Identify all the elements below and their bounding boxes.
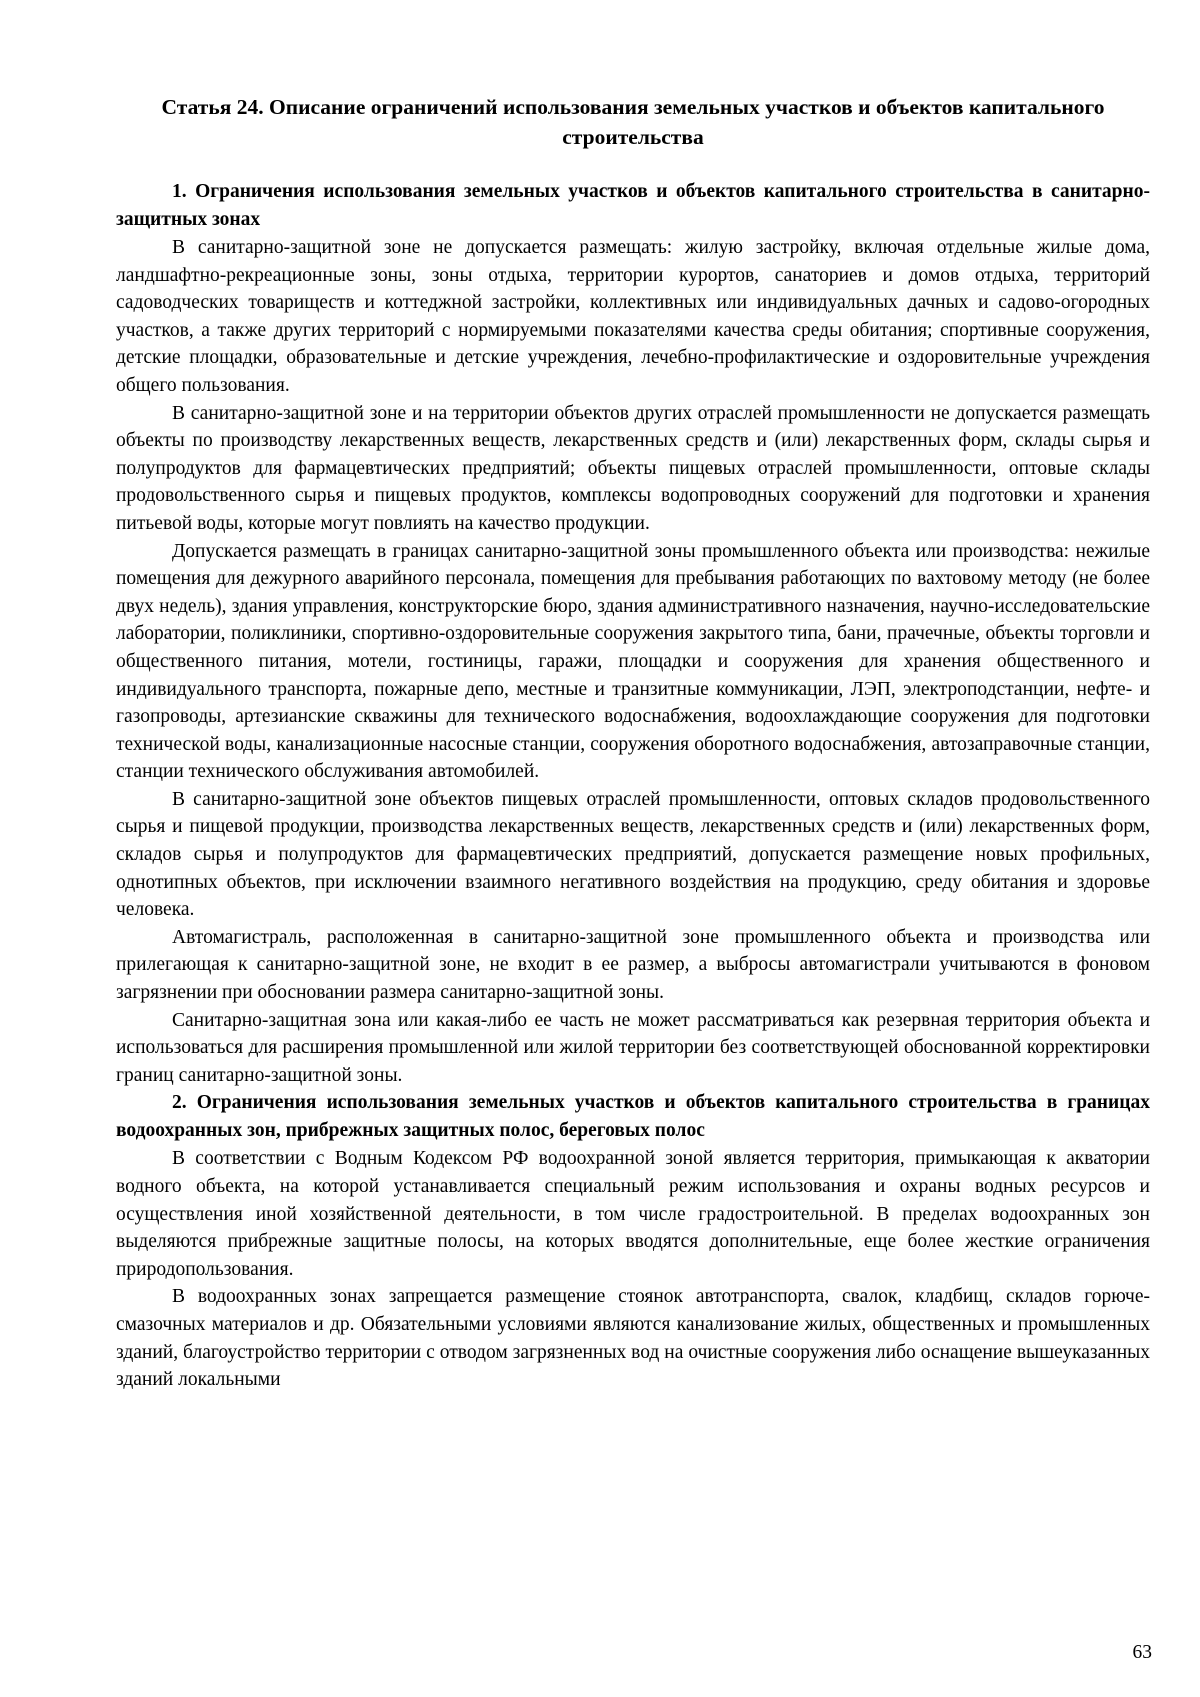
paragraph: Автомагистраль, расположенная в санитарно-защитной зоне промышленного объекта и производства или прилегающая к санитарно-защитной зоне, не входит в ее размер, а выбросы автомагистрали учитываются в фоновом загрязнении при обосновании размера санитарно-защитной зоны. xyxy=(116,926,1150,1004)
paragraph: В санитарно-защитной зоне не допускается размещать: жилую застройку, включая отдельные жилые дома, ландшафтно-рекреационные зоны, зоны отдыха, территории курортов, санаториев и домов отдыха, территорий садоводческих товариществ и коттеджной застройки, коллективных или индивидуальных дачных и садово-огородных участков, а также других территорий с нормируемыми показателями качества среды обитания; спортивные сооружения, детские площадки, образовательные и детские учреждения, лечебно-профилактические и оздоровительные учреждения общего пользования. xyxy=(116,237,1150,396)
section-heading: 1. Ограничения использования земельных участков и объектов капитального строительства в санитарно-защитных зонах xyxy=(116,181,1150,230)
paragraph: Санитарно-защитная зона или какая-либо ее часть не может рассматриваться как резервная территория объекта и использоваться для расширения промышленной или жилой территории без соответствующей обоснованной корректировки границ санитарно-защитной зоны. xyxy=(116,1009,1150,1086)
page-content xyxy=(116,92,1150,1394)
section-1 xyxy=(116,178,1150,1089)
paragraph: В соответствии с Водным Кодексом РФ водоохранной зоной является территория, примыкающая к акватории водного объекта, на которой устанавливается специальный режим использования и охраны водных ресурсов и осуществления иной хозяйственной деятельности, в том числе градостроительной. В пределах водоохранных зон выделяются прибрежные защитные полосы, на которых вводятся дополнительные, еще более жесткие ограничения природопользования. xyxy=(116,1148,1150,1280)
paragraph: В санитарно-защитной зоне и на территории объектов других отраслей промышленности не допускается размещать объекты по производству лекарственных веществ, лекарственных средств и (или) лекарственных форм, склады сырья и полупродуктов для фармацевтических предприятий; объекты пищевых отраслей промышленности, оптовые склады продовольственного сырья и пищевых продуктов, комплексы водопроводных сооружений для подготовки и хранения питьевой воды, которые могут повлиять на качество продукции. xyxy=(116,402,1150,534)
page-number: 63 xyxy=(1132,1642,1152,1663)
paragraph: В санитарно-защитной зоне объектов пищевых отраслей промышленности, оптовых складов продовольственного сырья и пищевой продукции, производства лекарственных веществ, лекарственных средств и (или) лекарственных форм, складов сырья и полупродуктов для фармацевтических предприятий, допускается размещение новых профильных, однотипных объектов, при исключении взаимного негативного воздействия на продукцию, среду обитания и здоровье человека. xyxy=(116,788,1150,921)
section-heading: 2. Ограничения использования земельных участков и объектов капитального строительства в границах водоохранных зон, прибрежных защитных полос, береговых полос xyxy=(116,1092,1150,1142)
article-title: Статья 24. Описание ограничений использования земельных участков и объектов капитального строительства xyxy=(161,95,1105,149)
paragraph: Допускается размещать в границах санитарно-защитной зоны промышленного объекта или производства: нежилые помещения для дежурного аварийного персонала, помещения для пребывания работающих по вахтовому методу (не более двух недель), здания управления, конструкторские бюро, здания административного назначения, научно-исследовательские лаборатории, поликлиники, спортивно-оздоровительные сооружения закрытого типа, бани, прачечные, объекты торговли и общественного питания, мотели, гостиницы, гаражи, площадки и сооружения для хранения общественного и индивидуального транспорта, пожарные депо, местные и транзитные коммуникации, ЛЭП, электроподстанции, нефте- и газопроводы, артезианские скважины для технического водоснабжения, водоохлаждающие сооружения для подготовки технической воды, канализационные насосные станции, сооружения оборотного водоснабжения, автозаправочные станции, станции технического обслуживания автомобилей. xyxy=(116,540,1150,783)
section-2 xyxy=(116,1089,1150,1393)
paragraph: В водоохранных зонах запрещается размещение стоянок автотранспорта, свалок, кладбищ, складов горюче-смазочных материалов и др. Обязательными условиями являются канализование жилых, общественных и промышленных зданий, благоустройство территории с отводом загрязненных вод на очистные сооружения либо оснащение вышеуказанных зданий локальными xyxy=(116,1286,1150,1391)
